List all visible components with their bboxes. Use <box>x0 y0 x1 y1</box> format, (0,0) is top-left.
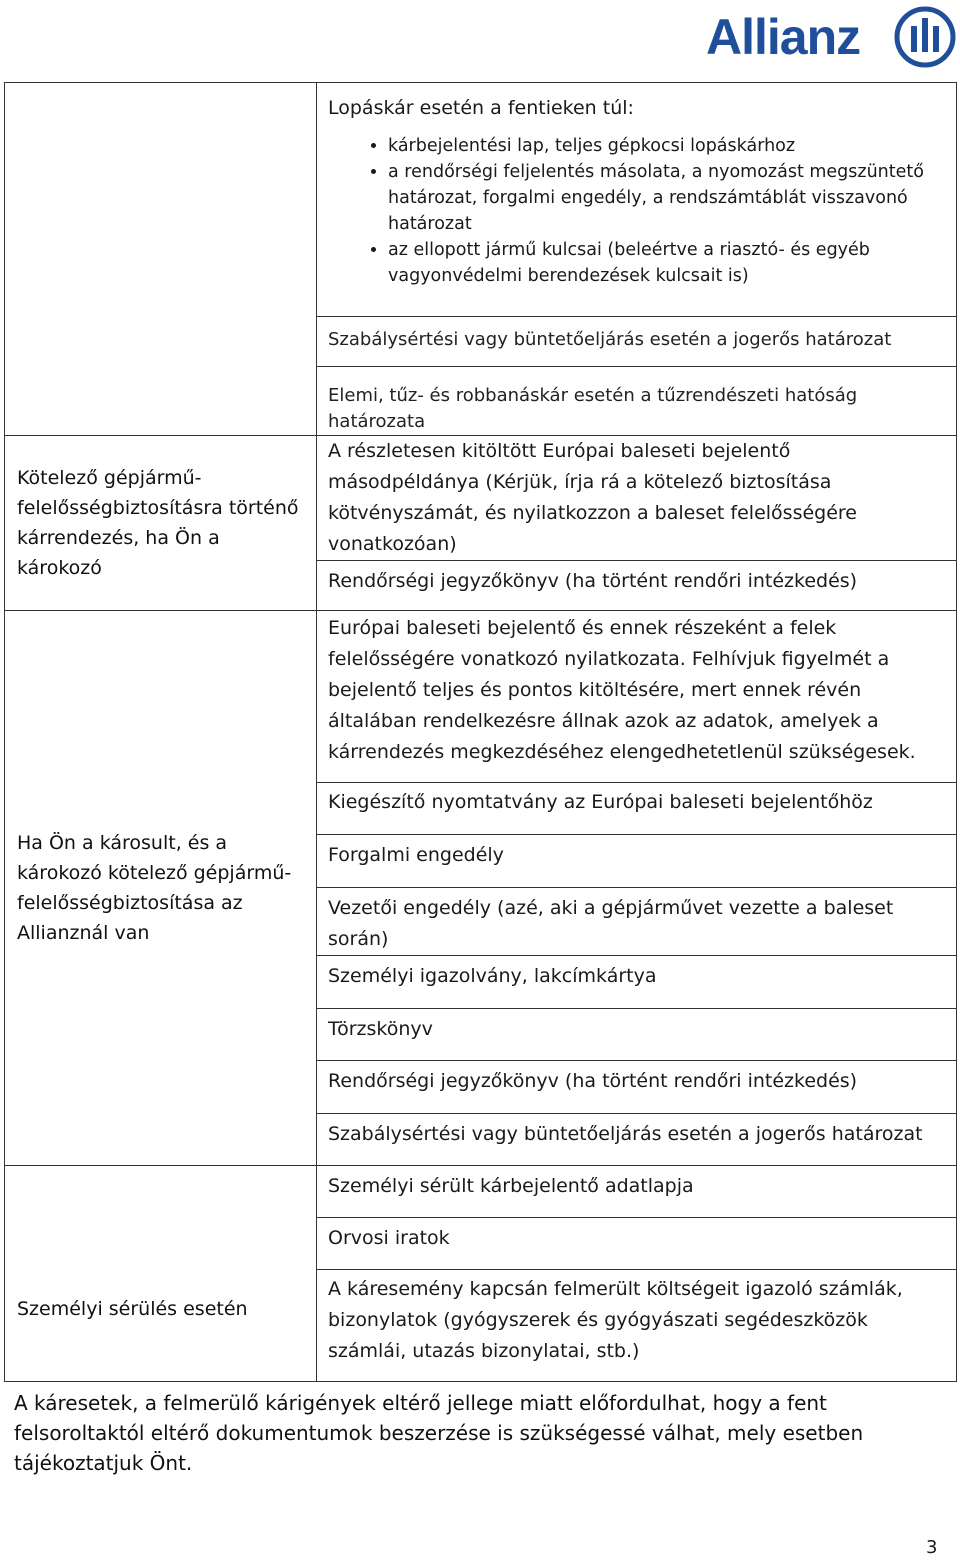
required-documents-table <box>4 82 957 1382</box>
injury-doc-2: Orvosi iratok <box>328 1227 450 1249</box>
liability-doc-1: A részletesen kitöltött Európai baleseti bejelentő másodpéldánya (Kérjük, írja rá a kötelező biztosítása kötvényszámát, és nyilatkozzon a baleset felelősségére vonatkozóan) <box>328 440 857 555</box>
injury-doc-cell <box>317 1270 957 1382</box>
victim-doc-2: Kiegészítő nyomtatvány az Európai baleseti bejelentőhöz <box>328 791 873 813</box>
victim-doc-5: Személyi igazolvány, lakcímkártya <box>328 965 657 987</box>
victim-doc-7: Rendőrségi jegyzőkönyv (ha történt rendőri intézkedés) <box>328 1070 858 1092</box>
proceedings-cell <box>317 317 957 367</box>
injury-label: Személyi sérülés esetén <box>17 1297 248 1320</box>
victim-doc-cell <box>317 888 957 956</box>
brand-name: Allianz <box>706 9 861 65</box>
victim-doc-4: Vezetői engedély (azé, aki a gépjárművet vezette a baleset során) <box>328 897 894 950</box>
fire-text: Elemi, tűz- és robbanáskár esetén a tűzrendészeti hatóság határozata <box>328 385 858 432</box>
victim-doc-6: Törzskönyv <box>328 1018 433 1040</box>
injury-doc-1: Személyi sérült kárbejelentő adatlapja <box>328 1175 694 1197</box>
footer-note: A káresetek, a felmerülő kárigények eltérő jellege miatt előfordulhat, hogy a fent felsoroltaktól eltérő dokumentumok beszerzése is szükségessé válhat, mely esetben tájékoztatjuk Önt. <box>14 1391 864 1475</box>
list-item: • az ellopott jármű kulcsai (beleértve a riasztó- és egyéb vagyonvédelmi berendezések kulcsait is) <box>388 237 946 289</box>
victim-doc-cell <box>317 1009 957 1061</box>
list-item: • kárbejelentési lap, teljes gépkocsi lopáskárhoz <box>388 133 946 159</box>
victim-doc-cell <box>317 835 957 888</box>
victim-doc-cell <box>317 1061 957 1114</box>
theft-left-cell <box>5 83 317 436</box>
injury-doc-cell <box>317 1218 957 1270</box>
list-item: • a rendőrségi feljelentés másolata, a nyomozást megszüntető határozat, forgalmi engedély, a rendszámtáblát visszavonó határozat <box>388 159 946 237</box>
allianz-logo <box>706 4 958 70</box>
victim-doc-cell <box>317 956 957 1009</box>
fire-cell <box>317 367 957 436</box>
victim-doc-cell <box>317 1114 957 1166</box>
theft-heading: Lopáskár esetén a fentieken túl: <box>328 97 634 119</box>
injury-label-cell <box>5 1166 317 1382</box>
victim-doc-cell <box>317 611 957 783</box>
allianz-eagle-logo-icon <box>894 6 956 68</box>
liability-label-cell <box>5 436 317 611</box>
victim-doc-cell <box>317 783 957 835</box>
theft-bullet-list <box>328 133 946 289</box>
victim-doc-3: Forgalmi engedély <box>328 844 504 866</box>
victim-label-cell <box>5 611 317 1166</box>
liability-doc-cell <box>317 436 957 561</box>
liability-doc-cell <box>317 561 957 611</box>
theft-cell <box>317 83 957 317</box>
page-number: 3 <box>926 1537 938 1558</box>
liability-label: Kötelező gépjármű-felelősségbiztosításra történő kárrendezés, ha Ön a károkozó <box>17 467 299 579</box>
liability-doc-2: Rendőrségi jegyzőkönyv (ha történt rendőri intézkedés) <box>328 570 858 592</box>
injury-doc-3: A káresemény kapcsán felmerült költségeit igazoló számlák, bizonylatok (gyógyszerek és gyógyászati segédeszközök számlái, utazás bizonylatai, stb.) <box>328 1278 903 1362</box>
victim-label: Ha Ön a károsult, és a károkozó kötelező gépjármű-felelősségbiztosítása az Allianznál van <box>17 832 292 944</box>
injury-doc-cell <box>317 1166 957 1218</box>
victim-doc-8: Szabálysértési vagy büntetőeljárás esetén a jogerős határozat <box>328 1123 923 1145</box>
proceedings-text: Szabálysértési vagy büntetőeljárás esetén a jogerős határozat <box>328 329 892 350</box>
victim-doc-1: Európai baleseti bejelentő és ennek részeként a felek felelősségére vonatkozó nyilatkozata. Felhívjuk figyelmét a bejelentő teljes és pontos kitöltésére, mert ennek révén általában rendelkezésre állnak azok az adatok, amelyek a kárrendezés megkezdéséhez elengedhetetlenül szükségesek. <box>328 617 916 763</box>
